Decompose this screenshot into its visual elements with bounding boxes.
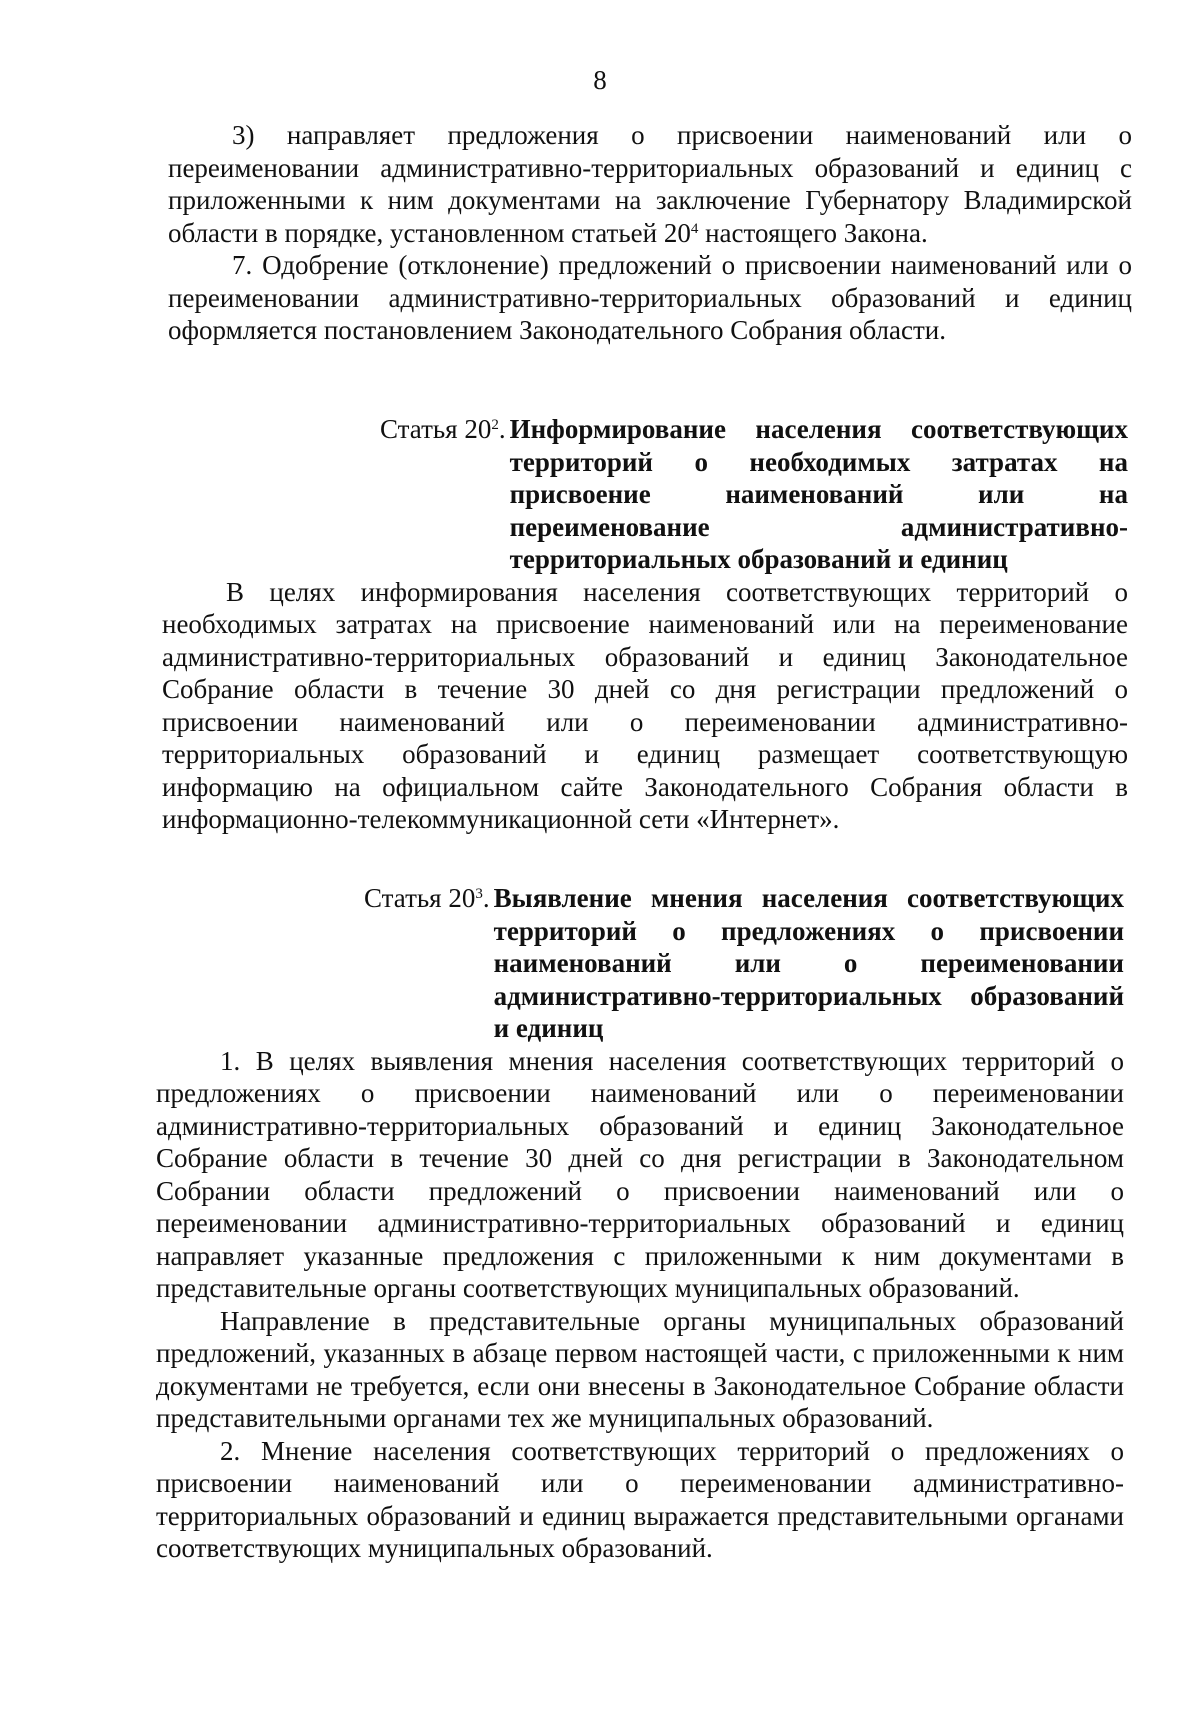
- article-heading: [162, 413, 1128, 576]
- article-label-superscript: 2: [491, 417, 499, 433]
- article-title: Информирование населения соответствующих территорий о необходимых затратах на присвоение наименований или на переименование административно-территориальных образований и единиц: [509, 414, 1128, 574]
- article-paragraph-1: 1. В целях выявления мнения населения соответствующих территорий о предложениях о присвоении наименований или о переименовании административно-территориальных образований и единиц Законодательное Собрание области в течение 30 дней со дня регистрации в Законодательном Собрании области предложений о присвоении наименований или о переименовании административно-территориальных образований и единиц направляет указанные предложения с приложенными к ним документами в представительные органы соответствующих муниципальных образований.: [156, 1045, 1124, 1303]
- superscript: 4: [690, 220, 699, 237]
- article-20-3: [156, 882, 1124, 1565]
- article-20-2: [162, 413, 1128, 836]
- top-section: [168, 119, 1132, 347]
- article-label: [380, 413, 506, 446]
- article-label-superscript: 3: [475, 886, 483, 902]
- paragraph-item-3: [168, 119, 1132, 249]
- article-title: Выявление мнения населения соответствующих территорий о предложениях о присвоении наименований или о переименовании административно-территориальных образований и единиц: [493, 883, 1124, 1043]
- article-label: [364, 882, 490, 915]
- article-paragraph-3: 2. Мнение населения соответствующих территорий о предложениях о присвоении наименований или о переименовании административно-территориальных образований и единиц выражается представительными органами соответствующих муниципальных образований.: [156, 1435, 1124, 1563]
- paragraph-item-3-text: 3) направляет предложения о присвоении наименований или о переименовании административно-территориальных образований и единиц с приложенными к ним документами на заключение Губернатору Владимирской области в порядке, установленном статьей 20: [168, 120, 1132, 248]
- page-number: 8: [593, 65, 607, 95]
- article-body: В целях информирования населения соответствующих территорий о необходимых затратах на присвоение наименований или на переименование административно-территориальных образований и единиц Законодательное Собрание области в течение 30 дней со дня регистрации предложений о присвоении наименований или о переименовании административно-территориальных образований и единиц размещает соответствующую информацию на официальном сайте Законодательного Собрания области в информационно-телекоммуникационной сети «Интернет».: [162, 576, 1128, 834]
- article-label-text: Статья 20: [380, 414, 492, 444]
- article-paragraph-2: Направление в представительные органы муниципальных образований предложений, указанных в абзаце первом настоящей части, с приложенными к ним документами не требуется, если они внесены в Законодательное Собрание области представительными органами тех же муниципальных образований.: [156, 1305, 1124, 1433]
- article-heading: [156, 882, 1124, 1045]
- article-label-text: Статья 20: [364, 883, 476, 913]
- paragraph-point-7: 7. Одобрение (отклонение) предложений о присвоении наименований или о переименовании административно-территориальных образований и единиц оформляется постановлением Законодательного Собрания области.: [168, 250, 1132, 345]
- article-label-dot: .: [482, 883, 490, 913]
- article-label-dot: .: [498, 414, 506, 444]
- paragraph-item-3-tail: настоящего Закона.: [698, 217, 928, 248]
